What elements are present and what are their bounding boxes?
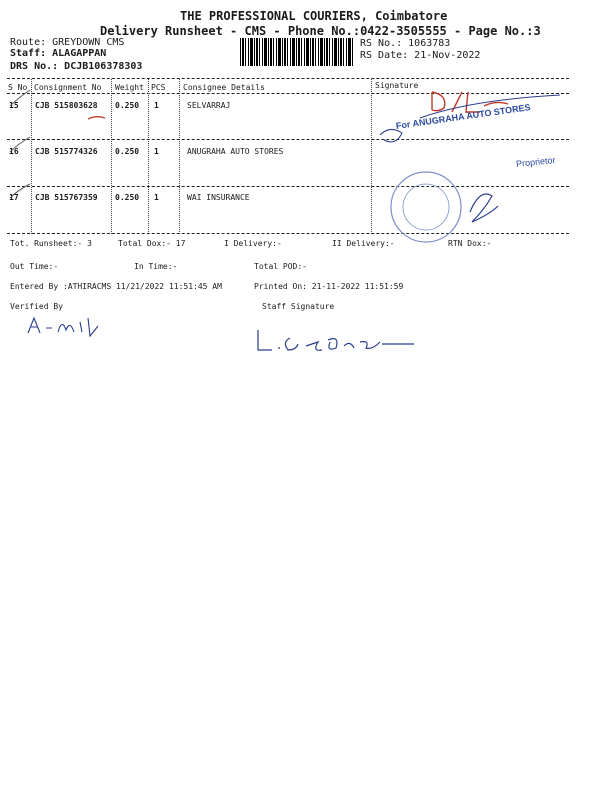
- col-header-consignee: Consignee Details: [183, 83, 265, 92]
- row-consignee: WAI INSURANCE: [187, 193, 250, 202]
- row-weight: 0.250: [115, 101, 140, 110]
- col-header-sno: S No: [8, 83, 28, 92]
- col-header-weight: Weight: [115, 83, 144, 92]
- total-dox: Total Dox:- 17: [118, 239, 186, 248]
- blue-signature: [470, 194, 498, 222]
- route-label: Route: GREYDOWN CMS: [10, 37, 125, 48]
- proprietor-stamp-text: Proprietor: [515, 154, 556, 170]
- row-consignment: CJB 515803628: [35, 101, 98, 110]
- col-header-consignment: Consignment No: [34, 83, 102, 92]
- rs-number: RS No.: 1063783: [360, 38, 451, 49]
- staff-label: Staff: ALAGAPPAN: [10, 48, 107, 59]
- row-pcs: 1: [154, 147, 159, 156]
- printed-on: Printed On: 21-11-2022 11:51:59: [254, 282, 404, 291]
- runsheet-title: Delivery Runsheet - CMS - Phone No.:0422-3505555 - Page No.:3: [100, 24, 541, 38]
- rs-date: RS Date: 21-Nov-2022: [360, 50, 481, 61]
- row-pcs: 1: [154, 101, 159, 110]
- row-sno: 15: [9, 101, 19, 110]
- ii-delivery: II Delivery:-: [332, 239, 395, 248]
- row-consignee: SELVARRAJ: [187, 101, 231, 110]
- staff-signature-label: Staff Signature: [262, 302, 335, 311]
- row-consignment: CJB 515774326: [35, 147, 98, 156]
- out-time: Out Time:-: [10, 262, 59, 271]
- company-title: THE PROFESSIONAL COURIERS, Coimbatore: [180, 9, 448, 23]
- i-delivery: I Delivery:-: [224, 239, 282, 248]
- entered-by: Entered By :ATHIRACMS 11/21/2022 11:51:45 AM: [10, 282, 222, 291]
- tick-mark: [10, 90, 30, 106]
- drs-number: DRS No.: DCJB106378303: [10, 61, 143, 72]
- round-stamp: [391, 172, 461, 242]
- row-sno: 17: [9, 193, 19, 202]
- total-pod: Total POD:-: [254, 262, 307, 271]
- staff-signature: [258, 330, 414, 350]
- verified-signature: [28, 318, 98, 336]
- tick-mark: [10, 184, 30, 198]
- row-weight: 0.250: [115, 193, 140, 202]
- row-consignee: ANUGRAHA AUTO STORES: [187, 147, 284, 156]
- row-pcs: 1: [154, 193, 159, 202]
- tot-runsheet: Tot. Runsheet:- 3: [10, 239, 92, 248]
- rtn-dox: RTN Dox:-: [448, 239, 492, 248]
- verified-by-label: Verified By: [10, 302, 63, 311]
- row-weight: 0.250: [115, 147, 140, 156]
- tick-mark: [10, 137, 30, 152]
- col-header-pcs: PCS: [151, 83, 166, 92]
- row-consignment: CJB 515767359: [35, 193, 98, 202]
- company-stamp-text: For ANUGRAHA AUTO STORES: [395, 102, 532, 131]
- red-mark: [88, 117, 105, 119]
- col-header-signature: Signature: [375, 81, 419, 90]
- in-time: In Time:-: [134, 262, 178, 271]
- row-sno: 16: [9, 147, 19, 156]
